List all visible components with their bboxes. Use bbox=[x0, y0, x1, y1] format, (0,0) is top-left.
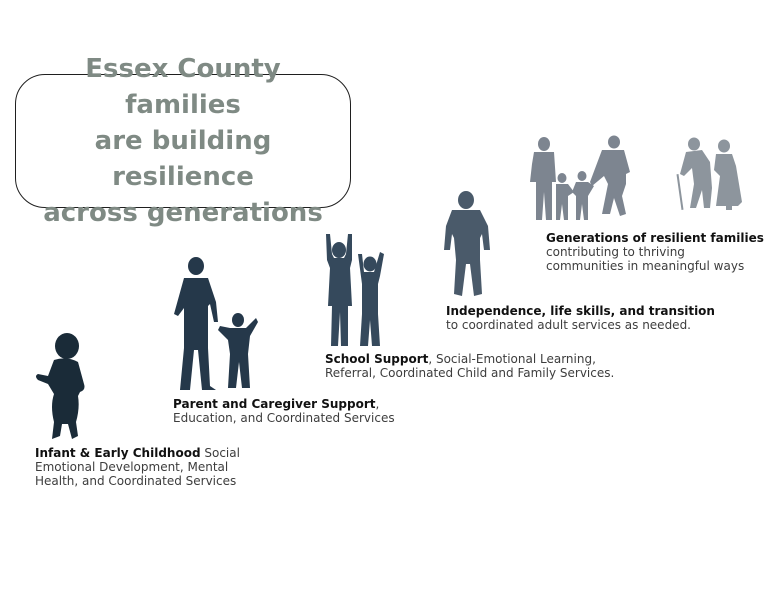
stage-3-text: , Social-Emotional Learning, bbox=[428, 352, 596, 366]
stage-2-title: Parent and Caregiver Support bbox=[173, 397, 376, 411]
title-line-2: are building resilience bbox=[94, 126, 272, 192]
stage-4-title: Independence, life skills, and transition bbox=[446, 304, 715, 318]
stage-2-text: , bbox=[375, 397, 380, 411]
stage-1-line: Health, and Coordinated Services bbox=[35, 474, 237, 488]
stage-5-label bbox=[546, 231, 766, 273]
toddler-icon bbox=[32, 332, 94, 442]
stage-3-title: School Support bbox=[325, 352, 429, 366]
stage-5-line: communities in meaningful ways bbox=[546, 259, 745, 273]
stage-4-label bbox=[446, 304, 746, 332]
parent-and-child-icon bbox=[172, 256, 262, 392]
stage-1-line: Emotional Development, Mental bbox=[35, 460, 229, 474]
page-title bbox=[23, 51, 343, 231]
stage-5-line: contributing to thriving bbox=[546, 245, 685, 259]
stage-2-line: Education, and Coordinated Services bbox=[173, 411, 395, 425]
young-adult-icon bbox=[444, 190, 492, 298]
stage-3-line: Referral, Coordinated Child and Family Services. bbox=[325, 366, 615, 380]
children-arms-raised-icon bbox=[322, 232, 388, 348]
stage-2-label bbox=[173, 397, 403, 425]
stage-4-line: to coordinated adult services as needed. bbox=[446, 318, 691, 332]
title-line-1: Essex County families bbox=[85, 54, 281, 120]
stage-5-title: Generations of resilient families bbox=[546, 231, 764, 245]
title-line-3: across generations bbox=[43, 198, 323, 228]
stage-1-title: Infant & Early Childhood bbox=[35, 446, 201, 460]
stage-1-text: Social bbox=[200, 446, 240, 460]
title-box bbox=[15, 54, 351, 228]
stage-3-label bbox=[325, 352, 625, 380]
family-walking-icon bbox=[528, 136, 636, 222]
elderly-couple-icon bbox=[676, 136, 748, 212]
stage-1-label bbox=[35, 446, 250, 488]
